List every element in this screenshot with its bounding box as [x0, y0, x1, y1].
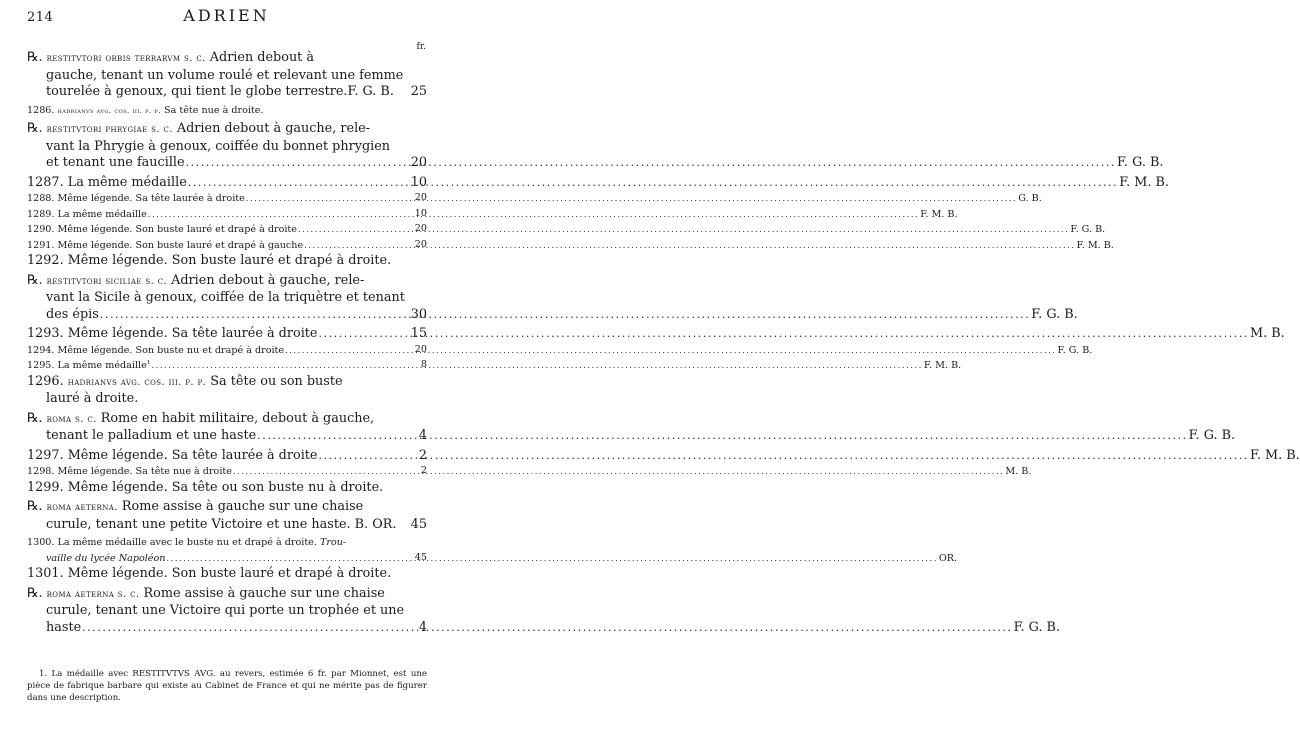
- entry-line: [27, 447, 1300, 465]
- text-run: vant la Phrygie à genoux, coiffée du bonnet phrygien: [46, 138, 391, 154]
- dot-leader: [319, 326, 1249, 343]
- dot-leader: [151, 358, 922, 373]
- entry-line: [27, 517, 427, 534]
- entry-line: [27, 536, 427, 551]
- coin-legend: restitvtori siciliae s. c.: [46, 275, 168, 287]
- entry-text: [46, 84, 348, 101]
- entry-line: [27, 290, 427, 307]
- coin-grade: F. M. B.: [1076, 239, 1114, 251]
- entry-text: [46, 552, 165, 567]
- entry-text: [27, 192, 245, 207]
- text-run: 1301. Même légende. Son buste lauré et drapé à droite.: [27, 566, 392, 581]
- running-title: ADRIEN: [183, 6, 270, 25]
- coin-price: 45: [410, 516, 427, 532]
- text-run: 1296.: [27, 373, 68, 389]
- coin-legend: roma aeterna.: [46, 502, 118, 513]
- entry-line: [27, 155, 1164, 172]
- catalog-entry: [27, 447, 1300, 497]
- coin-grade: G. B.: [1018, 193, 1042, 204]
- text-run: ℞.: [27, 50, 47, 65]
- entry-line: [27, 273, 427, 291]
- coin-price: 20: [414, 192, 427, 203]
- catalog-entry: [27, 410, 1236, 445]
- coin-grade: F. G. B.: [1070, 224, 1106, 235]
- text-run: curule, tenant une petite Victoire et une haste. B. OR.: [46, 516, 397, 532]
- text-run: Adrien debout à: [205, 50, 315, 65]
- coin-price: 10: [414, 207, 427, 219]
- text-run: Adrien debout à gauche, rele-: [167, 272, 365, 288]
- text-run: 1292. Même légende. Son buste lauré et drapé à droite.: [27, 253, 392, 268]
- entry-text: [46, 517, 396, 534]
- coin-price: 4: [418, 428, 427, 443]
- text-run: vaille du lycée Napoléon: [46, 552, 166, 564]
- text-run: 1290. Même légende. Son buste lauré et drapé à droite: [27, 224, 297, 235]
- coin-price: 15: [410, 326, 427, 341]
- entry-line: [27, 464, 1032, 480]
- coin-legend: hadrianvs avg. cos. iii. p. p.: [57, 105, 161, 115]
- text-run: 1298. Même légende. Sa tête nue à droite: [27, 466, 232, 477]
- entry-line: [27, 499, 427, 517]
- dot-leader: [186, 155, 1116, 172]
- coin-grade: F. G. B.: [347, 84, 394, 99]
- entry-line: [27, 358, 962, 374]
- text-run: curule, tenant une Victoire qui porte un trophée et une: [46, 603, 405, 618]
- entry-text: [27, 536, 346, 551]
- entry-text: [27, 359, 150, 374]
- coin-price: 45: [414, 551, 427, 563]
- catalog-entry: [27, 272, 1078, 324]
- text-run: Rome assise à gauche sur une chaise: [117, 499, 364, 514]
- catalog-entry: [27, 536, 958, 583]
- catalog-entry: [27, 174, 1169, 270]
- coin-legend: roma s. c.: [46, 413, 97, 425]
- entry-text: [27, 175, 187, 192]
- entry-text: [46, 307, 99, 324]
- page-number: 214: [27, 10, 54, 25]
- page-header: [27, 6, 426, 52]
- coin-price: 10: [410, 174, 427, 190]
- text-run: Rome en habit militaire, debout à gauche,: [96, 410, 375, 426]
- entry-line: [27, 428, 1236, 445]
- footnote-marker: 1: [146, 359, 151, 366]
- text-run: tourelée à genoux, qui tient le globe terrestre.: [46, 84, 348, 99]
- entry-text: [27, 586, 385, 604]
- dot-leader: [188, 175, 1118, 192]
- entry-text: [27, 344, 284, 359]
- entry-text: [27, 374, 343, 392]
- catalog-entries: [27, 50, 1300, 639]
- text-run: 1286.: [27, 104, 58, 116]
- text-run: vant la Sicile à genoux, coiffée de la triquètre et tenant: [46, 290, 405, 305]
- text-run: Trou-: [319, 537, 347, 548]
- coin-grade: F. G. B.: [1031, 306, 1078, 322]
- text-run: 1291. Même légende. Son buste lauré et drapé à gauche: [27, 239, 304, 251]
- catalog-entry: [27, 121, 1164, 172]
- text-run: gauche, tenant un volume roulé et relevant une femme: [46, 67, 404, 83]
- coin-grade: F. G. B.: [1188, 428, 1236, 443]
- coin-grade: F. G. B.: [1057, 344, 1093, 356]
- entry-line: [27, 619, 1061, 637]
- dot-leader: [246, 191, 1017, 206]
- text-run: ℞.: [27, 121, 47, 136]
- unit-label: fr.: [416, 42, 426, 52]
- coin-price: 25: [410, 84, 427, 99]
- text-run: 1295. La même médaille: [27, 360, 147, 371]
- text-run: 1293. Même légende. Sa tête laurée à droite: [27, 326, 318, 341]
- text-run: ℞.: [27, 585, 47, 601]
- text-run: 1288. Même légende. Sa tête laurée à droite: [27, 193, 245, 204]
- coin-grade: F. G. B.: [1117, 155, 1164, 170]
- coin-grade: F. M. B.: [920, 208, 958, 220]
- entry-text: [27, 121, 370, 139]
- coin-grade: F. G. B.: [1013, 619, 1061, 635]
- coin-price: 20: [414, 343, 427, 355]
- entry-line: [27, 222, 1106, 238]
- entry-line: [27, 343, 1093, 359]
- text-run: tenant le palladium et une haste: [46, 428, 257, 443]
- catalog-entry: [27, 585, 1061, 637]
- entry-line: [27, 84, 427, 101]
- entry-line: [27, 374, 427, 392]
- coin-legend: roma aeterna s. c.: [46, 588, 140, 600]
- coin-price: 2: [418, 447, 427, 463]
- text-run: 1294. Même légende. Son buste nu et drapé à droite: [27, 344, 285, 356]
- coin-price: 20: [414, 223, 427, 234]
- entry-text: [27, 253, 391, 270]
- dot-leader: [100, 307, 1030, 324]
- entry-text: [27, 480, 383, 497]
- catalog-entry: [27, 50, 427, 101]
- catalog-entry: [27, 326, 1285, 408]
- coin-price: 4: [418, 619, 427, 635]
- coin-price: 20: [410, 155, 427, 170]
- entry-text: [27, 448, 318, 465]
- text-run: Sa tête ou son buste: [206, 373, 343, 389]
- entry-line: [27, 238, 1114, 254]
- text-run: des épis: [46, 306, 99, 322]
- text-run: et tenant une faucille: [46, 155, 185, 170]
- entry-line: [27, 253, 427, 270]
- coin-grade: F. M. B.: [1119, 174, 1169, 190]
- coin-price: 2: [420, 465, 427, 476]
- coin-price: 20: [414, 238, 427, 250]
- catalog-entry: [27, 499, 427, 533]
- entry-line: [27, 121, 427, 139]
- entry-line: [27, 50, 427, 68]
- entry-line: [27, 480, 427, 497]
- catalog-entry: [27, 104, 427, 119]
- coin-price: 30: [410, 306, 427, 322]
- text-run: Rome assise à gauche sur une chaise: [139, 585, 385, 601]
- entry-text: [27, 326, 318, 343]
- entry-line: [27, 207, 958, 223]
- dot-leader: [166, 551, 937, 566]
- dot-leader: [319, 448, 1249, 465]
- dot-leader: [148, 207, 919, 222]
- dot-leader: [82, 620, 1012, 637]
- entry-text: [27, 273, 364, 291]
- entry-text: [46, 155, 185, 172]
- coin-legend: restitvtori phrygiae s. c.: [46, 124, 173, 135]
- text-run: 1299. Même légende. Sa tête ou son buste nu à droite.: [27, 479, 384, 495]
- entry-line: [27, 326, 1285, 343]
- entry-line: [27, 174, 1169, 192]
- text-run: Sa tête nue à droite.: [160, 104, 264, 116]
- entry-text: [46, 620, 81, 637]
- entry-text: [27, 499, 363, 517]
- entry-line: [27, 586, 427, 604]
- entry-text: [46, 290, 405, 307]
- coin-grade: M. B.: [1005, 466, 1032, 477]
- coin-grade: F. M. B.: [923, 360, 962, 371]
- entry-line: [27, 391, 427, 408]
- text-run: ℞.: [27, 272, 47, 288]
- text-run: 1297. Même légende. Sa tête laurée à droite: [27, 447, 318, 463]
- coin-grade: OR.: [938, 552, 958, 564]
- text-run: lauré à droite.: [46, 391, 139, 406]
- entry-text: [46, 391, 138, 408]
- entry-line: [27, 68, 427, 85]
- text-run: 1289. La même médaille: [27, 208, 147, 220]
- entry-text: [46, 68, 403, 85]
- entry-line: [27, 306, 1078, 324]
- text-run: Adrien debout à gauche, rele-: [172, 121, 371, 136]
- entry-text: [27, 223, 297, 238]
- entry-text: [27, 104, 264, 119]
- entry-line: [27, 411, 427, 429]
- entry-line: [27, 139, 427, 156]
- entry-text: [27, 566, 391, 583]
- entry-text: [46, 139, 390, 156]
- dot-leader: [233, 464, 1004, 479]
- text-run: ℞.: [27, 410, 47, 426]
- entry-line: [27, 104, 427, 119]
- text-run: 1287. La même médaille: [27, 174, 187, 190]
- entry-text: [27, 239, 303, 254]
- text-run: haste: [46, 619, 82, 635]
- entry-line: [27, 566, 427, 583]
- entry-line: [27, 191, 1042, 207]
- coin-grade: M. B.: [1249, 326, 1285, 341]
- text-run: 1300. La même médaille avec le buste nu et drapé à droite.: [27, 537, 320, 548]
- entry-text: [27, 208, 147, 223]
- text-run: ℞.: [27, 499, 47, 514]
- entry-text: [27, 411, 374, 429]
- entry-text: [46, 603, 404, 620]
- entry-line: [27, 551, 958, 567]
- coin-price: 8: [420, 359, 427, 370]
- entry-text: [46, 428, 256, 445]
- coin-grade: F. M. B.: [1249, 447, 1300, 463]
- coin-legend: hadrianvs avg. cos. iii. p. p.: [67, 376, 207, 388]
- entry-line: [27, 603, 427, 620]
- footnote: 1. La médaille avec RESTITVTVS AVG. au revers, estimée 6 fr. par Mionnet, est une pièce de fabrique barbare qui existe au Cabinet de France et qui ne mérite pas de figurer dans une description.: [27, 669, 427, 703]
- entry-text: [27, 465, 232, 480]
- coin-legend: restitvtori orbis terrarvm s. c.: [46, 53, 206, 64]
- entry-text: [27, 50, 314, 68]
